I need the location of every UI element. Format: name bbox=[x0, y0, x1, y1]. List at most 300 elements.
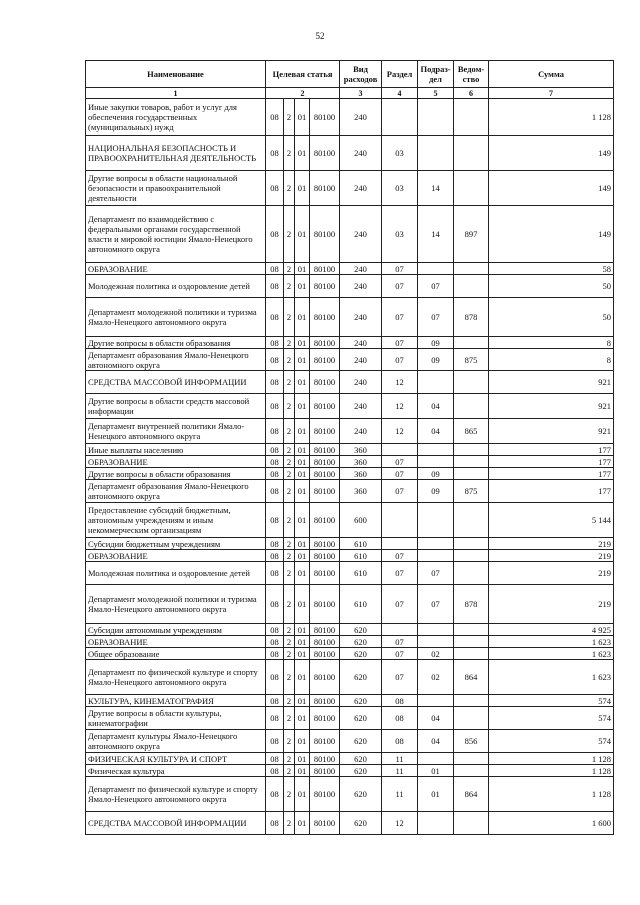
department-cell bbox=[454, 812, 489, 835]
department-cell bbox=[454, 394, 489, 419]
section-cell: 07 bbox=[382, 480, 418, 503]
column-number: 2 bbox=[266, 88, 340, 99]
article-code-3: 01 bbox=[295, 99, 310, 136]
article-code-2: 2 bbox=[284, 707, 295, 730]
row-name: Молодежная политика и оздоровление детей bbox=[86, 275, 266, 298]
article-code-1: 08 bbox=[266, 468, 284, 480]
article-code-3: 01 bbox=[295, 206, 310, 263]
subsection-cell: 09 bbox=[418, 337, 454, 349]
sum-cell: 177 bbox=[489, 444, 614, 456]
table-row bbox=[86, 538, 614, 550]
department-cell bbox=[454, 263, 489, 275]
article-code-1: 08 bbox=[266, 624, 284, 636]
row-name: Департамент культуры Ямало-Ненецкого автономного округа bbox=[86, 730, 266, 753]
row-name: Предоставление субсидий бюджетным, автономным учреждениям и иным некоммерческим организациям bbox=[86, 503, 266, 538]
section-cell: 07 bbox=[382, 275, 418, 298]
expense-type-cell: 620 bbox=[340, 812, 382, 835]
article-code-4: 80100 bbox=[310, 337, 340, 349]
article-code-4: 80100 bbox=[310, 624, 340, 636]
article-code-1: 08 bbox=[266, 337, 284, 349]
article-code-1: 08 bbox=[266, 730, 284, 753]
sum-cell: 149 bbox=[489, 171, 614, 206]
article-code-1: 08 bbox=[266, 660, 284, 695]
expense-type-cell: 240 bbox=[340, 371, 382, 394]
article-code-3: 01 bbox=[295, 562, 310, 585]
row-name: Субсидии автономным учреждениям bbox=[86, 624, 266, 636]
article-code-1: 08 bbox=[266, 456, 284, 468]
department-cell bbox=[454, 456, 489, 468]
subsection-cell bbox=[418, 550, 454, 562]
sum-cell: 219 bbox=[489, 538, 614, 550]
subsection-cell: 04 bbox=[418, 419, 454, 444]
article-code-2: 2 bbox=[284, 585, 295, 624]
expense-type-cell: 240 bbox=[340, 419, 382, 444]
table-body bbox=[86, 99, 614, 835]
subsection-cell: 04 bbox=[418, 730, 454, 753]
department-cell bbox=[454, 636, 489, 648]
article-code-4: 80100 bbox=[310, 777, 340, 812]
article-code-1: 08 bbox=[266, 394, 284, 419]
table-row bbox=[86, 275, 614, 298]
section-cell: 11 bbox=[382, 777, 418, 812]
expense-type-cell: 620 bbox=[340, 707, 382, 730]
table-row bbox=[86, 456, 614, 468]
department-cell: 878 bbox=[454, 298, 489, 337]
table-row bbox=[86, 136, 614, 171]
sum-cell: 1 128 bbox=[489, 765, 614, 777]
section-cell bbox=[382, 624, 418, 636]
sum-cell: 921 bbox=[489, 394, 614, 419]
article-code-3: 01 bbox=[295, 538, 310, 550]
article-code-2: 2 bbox=[284, 206, 295, 263]
row-name: Другие вопросы в области культуры, кинематографии bbox=[86, 707, 266, 730]
row-name: Другие вопросы в области средств массовой информации bbox=[86, 394, 266, 419]
article-code-2: 2 bbox=[284, 550, 295, 562]
department-cell bbox=[454, 503, 489, 538]
article-code-2: 2 bbox=[284, 730, 295, 753]
article-code-1: 08 bbox=[266, 349, 284, 371]
article-code-2: 2 bbox=[284, 456, 295, 468]
section-cell: 07 bbox=[382, 550, 418, 562]
section-cell bbox=[382, 538, 418, 550]
article-code-1: 08 bbox=[266, 206, 284, 263]
table-row bbox=[86, 468, 614, 480]
subsection-cell bbox=[418, 263, 454, 275]
article-code-3: 01 bbox=[295, 753, 310, 765]
section-cell bbox=[382, 444, 418, 456]
column-number: 3 bbox=[340, 88, 382, 99]
section-cell: 07 bbox=[382, 456, 418, 468]
article-code-1: 08 bbox=[266, 695, 284, 707]
subsection-cell: 04 bbox=[418, 707, 454, 730]
table-row bbox=[86, 707, 614, 730]
subsection-cell bbox=[418, 456, 454, 468]
section-cell: 12 bbox=[382, 812, 418, 835]
article-code-3: 01 bbox=[295, 337, 310, 349]
article-code-2: 2 bbox=[284, 99, 295, 136]
table-row bbox=[86, 171, 614, 206]
table-row bbox=[86, 624, 614, 636]
article-code-4: 80100 bbox=[310, 753, 340, 765]
article-code-3: 01 bbox=[295, 812, 310, 835]
article-code-1: 08 bbox=[266, 275, 284, 298]
article-code-1: 08 bbox=[266, 550, 284, 562]
article-code-4: 80100 bbox=[310, 550, 340, 562]
section-cell bbox=[382, 503, 418, 538]
article-code-2: 2 bbox=[284, 298, 295, 337]
sum-cell: 574 bbox=[489, 707, 614, 730]
section-cell: 03 bbox=[382, 136, 418, 171]
article-code-3: 01 bbox=[295, 419, 310, 444]
expense-type-cell: 240 bbox=[340, 136, 382, 171]
article-code-3: 01 bbox=[295, 550, 310, 562]
article-code-2: 2 bbox=[284, 275, 295, 298]
sum-cell: 1 600 bbox=[489, 812, 614, 835]
sum-cell: 1 128 bbox=[489, 753, 614, 765]
article-code-3: 01 bbox=[295, 349, 310, 371]
article-code-4: 80100 bbox=[310, 636, 340, 648]
row-name: Департамент молодежной политики и туризма Ямало-Ненецкого автономного округа bbox=[86, 585, 266, 624]
sum-cell: 921 bbox=[489, 419, 614, 444]
sum-cell: 50 bbox=[489, 275, 614, 298]
section-cell: 11 bbox=[382, 753, 418, 765]
article-code-1: 08 bbox=[266, 263, 284, 275]
subsection-cell bbox=[418, 538, 454, 550]
article-code-2: 2 bbox=[284, 468, 295, 480]
row-name: Другие вопросы в области образования bbox=[86, 468, 266, 480]
sum-cell: 50 bbox=[489, 298, 614, 337]
article-code-3: 01 bbox=[295, 624, 310, 636]
article-code-2: 2 bbox=[284, 136, 295, 171]
article-code-4: 80100 bbox=[310, 206, 340, 263]
department-cell: 875 bbox=[454, 349, 489, 371]
article-code-3: 01 bbox=[295, 777, 310, 812]
article-code-4: 80100 bbox=[310, 444, 340, 456]
department-cell: 864 bbox=[454, 777, 489, 812]
subsection-cell: 01 bbox=[418, 777, 454, 812]
row-name: Общее образование bbox=[86, 648, 266, 660]
table-row bbox=[86, 371, 614, 394]
row-name: Департамент образования Ямало-Ненецкого автономного округа bbox=[86, 349, 266, 371]
table-row bbox=[86, 444, 614, 456]
article-code-2: 2 bbox=[284, 753, 295, 765]
article-code-2: 2 bbox=[284, 765, 295, 777]
sum-cell: 1 623 bbox=[489, 636, 614, 648]
row-name: Департамент внутренней политики Ямало-Ненецкого автономного округа bbox=[86, 419, 266, 444]
row-name: ОБРАЗОВАНИЕ bbox=[86, 550, 266, 562]
article-code-4: 80100 bbox=[310, 480, 340, 503]
subsection-cell: 14 bbox=[418, 206, 454, 263]
section-cell: 03 bbox=[382, 206, 418, 263]
expense-type-cell: 620 bbox=[340, 624, 382, 636]
article-code-3: 01 bbox=[295, 660, 310, 695]
expense-type-cell: 240 bbox=[340, 337, 382, 349]
table-row bbox=[86, 550, 614, 562]
row-name: Департамент по физической культуре и спорту Ямало-Ненецкого автономного округа bbox=[86, 660, 266, 695]
row-name: СРЕДСТВА МАССОВОЙ ИНФОРМАЦИИ bbox=[86, 371, 266, 394]
article-code-1: 08 bbox=[266, 777, 284, 812]
subsection-cell bbox=[418, 624, 454, 636]
article-code-3: 01 bbox=[295, 136, 310, 171]
article-code-4: 80100 bbox=[310, 730, 340, 753]
header-subsection: Подраз-дел bbox=[418, 61, 454, 88]
sum-cell: 1 623 bbox=[489, 660, 614, 695]
department-cell bbox=[454, 550, 489, 562]
article-code-4: 80100 bbox=[310, 99, 340, 136]
article-code-4: 80100 bbox=[310, 503, 340, 538]
sum-cell: 4 925 bbox=[489, 624, 614, 636]
section-cell: 07 bbox=[382, 349, 418, 371]
department-cell: 897 bbox=[454, 206, 489, 263]
header-expense-type: Вид расходов bbox=[340, 61, 382, 88]
sum-cell: 1 128 bbox=[489, 99, 614, 136]
table-row bbox=[86, 812, 614, 835]
article-code-3: 01 bbox=[295, 585, 310, 624]
sum-cell: 1 623 bbox=[489, 648, 614, 660]
subsection-cell bbox=[418, 136, 454, 171]
expense-type-cell: 620 bbox=[340, 765, 382, 777]
section-cell: 08 bbox=[382, 695, 418, 707]
expense-type-cell: 240 bbox=[340, 349, 382, 371]
article-code-4: 80100 bbox=[310, 275, 340, 298]
table-row bbox=[86, 480, 614, 503]
article-code-3: 01 bbox=[295, 444, 310, 456]
sum-cell: 574 bbox=[489, 730, 614, 753]
expense-type-cell: 620 bbox=[340, 660, 382, 695]
article-code-4: 80100 bbox=[310, 765, 340, 777]
department-cell: 865 bbox=[454, 419, 489, 444]
article-code-4: 80100 bbox=[310, 695, 340, 707]
article-code-1: 08 bbox=[266, 371, 284, 394]
section-cell: 07 bbox=[382, 562, 418, 585]
row-name: ОБРАЗОВАНИЕ bbox=[86, 263, 266, 275]
department-cell bbox=[454, 171, 489, 206]
expense-type-cell: 240 bbox=[340, 275, 382, 298]
article-code-1: 08 bbox=[266, 648, 284, 660]
sum-cell: 219 bbox=[489, 550, 614, 562]
department-cell bbox=[454, 371, 489, 394]
article-code-1: 08 bbox=[266, 707, 284, 730]
table-row bbox=[86, 99, 614, 136]
sum-cell: 177 bbox=[489, 468, 614, 480]
article-code-3: 01 bbox=[295, 730, 310, 753]
article-code-3: 01 bbox=[295, 275, 310, 298]
article-code-2: 2 bbox=[284, 660, 295, 695]
header-sum: Сумма bbox=[489, 61, 614, 88]
table-row bbox=[86, 349, 614, 371]
article-code-3: 01 bbox=[295, 171, 310, 206]
sum-cell: 921 bbox=[489, 371, 614, 394]
row-name: ОБРАЗОВАНИЕ bbox=[86, 636, 266, 648]
article-code-4: 80100 bbox=[310, 298, 340, 337]
article-code-2: 2 bbox=[284, 349, 295, 371]
article-code-1: 08 bbox=[266, 812, 284, 835]
expense-type-cell: 610 bbox=[340, 550, 382, 562]
article-code-4: 80100 bbox=[310, 456, 340, 468]
table-row bbox=[86, 753, 614, 765]
sum-cell: 219 bbox=[489, 585, 614, 624]
table-row bbox=[86, 562, 614, 585]
expense-type-cell: 610 bbox=[340, 585, 382, 624]
subsection-cell: 02 bbox=[418, 648, 454, 660]
article-code-3: 01 bbox=[295, 456, 310, 468]
sum-cell: 58 bbox=[489, 263, 614, 275]
subsection-cell bbox=[418, 371, 454, 394]
article-code-4: 80100 bbox=[310, 660, 340, 695]
subsection-cell: 04 bbox=[418, 394, 454, 419]
section-cell: 07 bbox=[382, 636, 418, 648]
sum-cell: 177 bbox=[489, 480, 614, 503]
section-cell: 08 bbox=[382, 707, 418, 730]
section-cell bbox=[382, 99, 418, 136]
section-cell: 08 bbox=[382, 730, 418, 753]
article-code-2: 2 bbox=[284, 624, 295, 636]
article-code-4: 80100 bbox=[310, 371, 340, 394]
subsection-cell bbox=[418, 695, 454, 707]
department-cell bbox=[454, 562, 489, 585]
sum-cell: 574 bbox=[489, 695, 614, 707]
article-code-2: 2 bbox=[284, 503, 295, 538]
article-code-3: 01 bbox=[295, 468, 310, 480]
table-row bbox=[86, 695, 614, 707]
row-name: Физическая культура bbox=[86, 765, 266, 777]
subsection-cell bbox=[418, 503, 454, 538]
table-row bbox=[86, 263, 614, 275]
article-code-1: 08 bbox=[266, 99, 284, 136]
row-name: Иные закупки товаров, работ и услуг для обеспечения государственных (муниципальных) нужд bbox=[86, 99, 266, 136]
table-row bbox=[86, 298, 614, 337]
article-code-2: 2 bbox=[284, 636, 295, 648]
table-row bbox=[86, 585, 614, 624]
article-code-1: 08 bbox=[266, 562, 284, 585]
article-code-1: 08 bbox=[266, 171, 284, 206]
row-name: КУЛЬТУРА, КИНЕМАТОГРАФИЯ bbox=[86, 695, 266, 707]
header-row bbox=[86, 61, 614, 88]
article-code-1: 08 bbox=[266, 585, 284, 624]
department-cell: 878 bbox=[454, 585, 489, 624]
row-name: Другие вопросы в области образования bbox=[86, 337, 266, 349]
subsection-cell: 14 bbox=[418, 171, 454, 206]
expense-type-cell: 620 bbox=[340, 730, 382, 753]
article-code-3: 01 bbox=[295, 707, 310, 730]
expense-type-cell: 620 bbox=[340, 636, 382, 648]
table-row bbox=[86, 777, 614, 812]
department-cell bbox=[454, 136, 489, 171]
expense-type-cell: 620 bbox=[340, 648, 382, 660]
subsection-cell bbox=[418, 812, 454, 835]
article-code-4: 80100 bbox=[310, 171, 340, 206]
article-code-4: 80100 bbox=[310, 263, 340, 275]
section-cell: 07 bbox=[382, 298, 418, 337]
budget-table bbox=[85, 60, 614, 835]
row-name: Молодежная политика и оздоровление детей bbox=[86, 562, 266, 585]
section-cell: 07 bbox=[382, 648, 418, 660]
expense-type-cell: 360 bbox=[340, 456, 382, 468]
column-number: 5 bbox=[418, 88, 454, 99]
page-number: 52 bbox=[315, 31, 325, 41]
article-code-2: 2 bbox=[284, 562, 295, 585]
subsection-cell: 09 bbox=[418, 349, 454, 371]
section-cell: 07 bbox=[382, 263, 418, 275]
subsection-cell: 09 bbox=[418, 480, 454, 503]
article-code-3: 01 bbox=[295, 394, 310, 419]
expense-type-cell: 620 bbox=[340, 695, 382, 707]
table-row bbox=[86, 730, 614, 753]
article-code-2: 2 bbox=[284, 263, 295, 275]
article-code-4: 80100 bbox=[310, 468, 340, 480]
article-code-2: 2 bbox=[284, 812, 295, 835]
article-code-1: 08 bbox=[266, 480, 284, 503]
table-row bbox=[86, 660, 614, 695]
table-row bbox=[86, 337, 614, 349]
department-cell bbox=[454, 337, 489, 349]
column-number: 6 bbox=[454, 88, 489, 99]
article-code-2: 2 bbox=[284, 777, 295, 812]
expense-type-cell: 240 bbox=[340, 394, 382, 419]
expense-type-cell: 610 bbox=[340, 562, 382, 585]
section-cell: 07 bbox=[382, 468, 418, 480]
expense-type-cell: 360 bbox=[340, 444, 382, 456]
table-row bbox=[86, 503, 614, 538]
expense-type-cell: 240 bbox=[340, 206, 382, 263]
section-cell: 12 bbox=[382, 394, 418, 419]
column-number: 1 bbox=[86, 88, 266, 99]
expense-type-cell: 240 bbox=[340, 171, 382, 206]
expense-type-cell: 600 bbox=[340, 503, 382, 538]
row-name: Департамент по физической культуре и спорту Ямало-Ненецкого автономного округа bbox=[86, 777, 266, 812]
sum-cell: 219 bbox=[489, 562, 614, 585]
section-cell: 12 bbox=[382, 419, 418, 444]
subsection-cell: 02 bbox=[418, 660, 454, 695]
article-code-3: 01 bbox=[295, 263, 310, 275]
article-code-4: 80100 bbox=[310, 707, 340, 730]
expense-type-cell: 360 bbox=[340, 480, 382, 503]
section-cell: 07 bbox=[382, 660, 418, 695]
subsection-cell: 07 bbox=[418, 298, 454, 337]
article-code-4: 80100 bbox=[310, 394, 340, 419]
subsection-cell: 07 bbox=[418, 585, 454, 624]
sum-cell: 1 128 bbox=[489, 777, 614, 812]
department-cell bbox=[454, 707, 489, 730]
article-code-4: 80100 bbox=[310, 136, 340, 171]
row-name: СРЕДСТВА МАССОВОЙ ИНФОРМАЦИИ bbox=[86, 812, 266, 835]
article-code-3: 01 bbox=[295, 298, 310, 337]
sum-cell: 5 144 bbox=[489, 503, 614, 538]
article-code-3: 01 bbox=[295, 371, 310, 394]
subsection-cell bbox=[418, 444, 454, 456]
article-code-3: 01 bbox=[295, 503, 310, 538]
expense-type-cell: 610 bbox=[340, 538, 382, 550]
article-code-4: 80100 bbox=[310, 419, 340, 444]
header-article: Целевая статья bbox=[266, 61, 340, 88]
subsection-cell bbox=[418, 753, 454, 765]
article-code-3: 01 bbox=[295, 480, 310, 503]
section-cell: 07 bbox=[382, 337, 418, 349]
expense-type-cell: 620 bbox=[340, 753, 382, 765]
row-name: Иные выплаты населению bbox=[86, 444, 266, 456]
article-code-2: 2 bbox=[284, 419, 295, 444]
article-code-2: 2 bbox=[284, 648, 295, 660]
article-code-2: 2 bbox=[284, 538, 295, 550]
department-cell: 864 bbox=[454, 660, 489, 695]
subsection-cell: 09 bbox=[418, 468, 454, 480]
article-code-1: 08 bbox=[266, 419, 284, 444]
sum-cell: 177 bbox=[489, 456, 614, 468]
department-cell: 856 bbox=[454, 730, 489, 753]
department-cell bbox=[454, 538, 489, 550]
sum-cell: 8 bbox=[489, 349, 614, 371]
subsection-cell: 01 bbox=[418, 765, 454, 777]
